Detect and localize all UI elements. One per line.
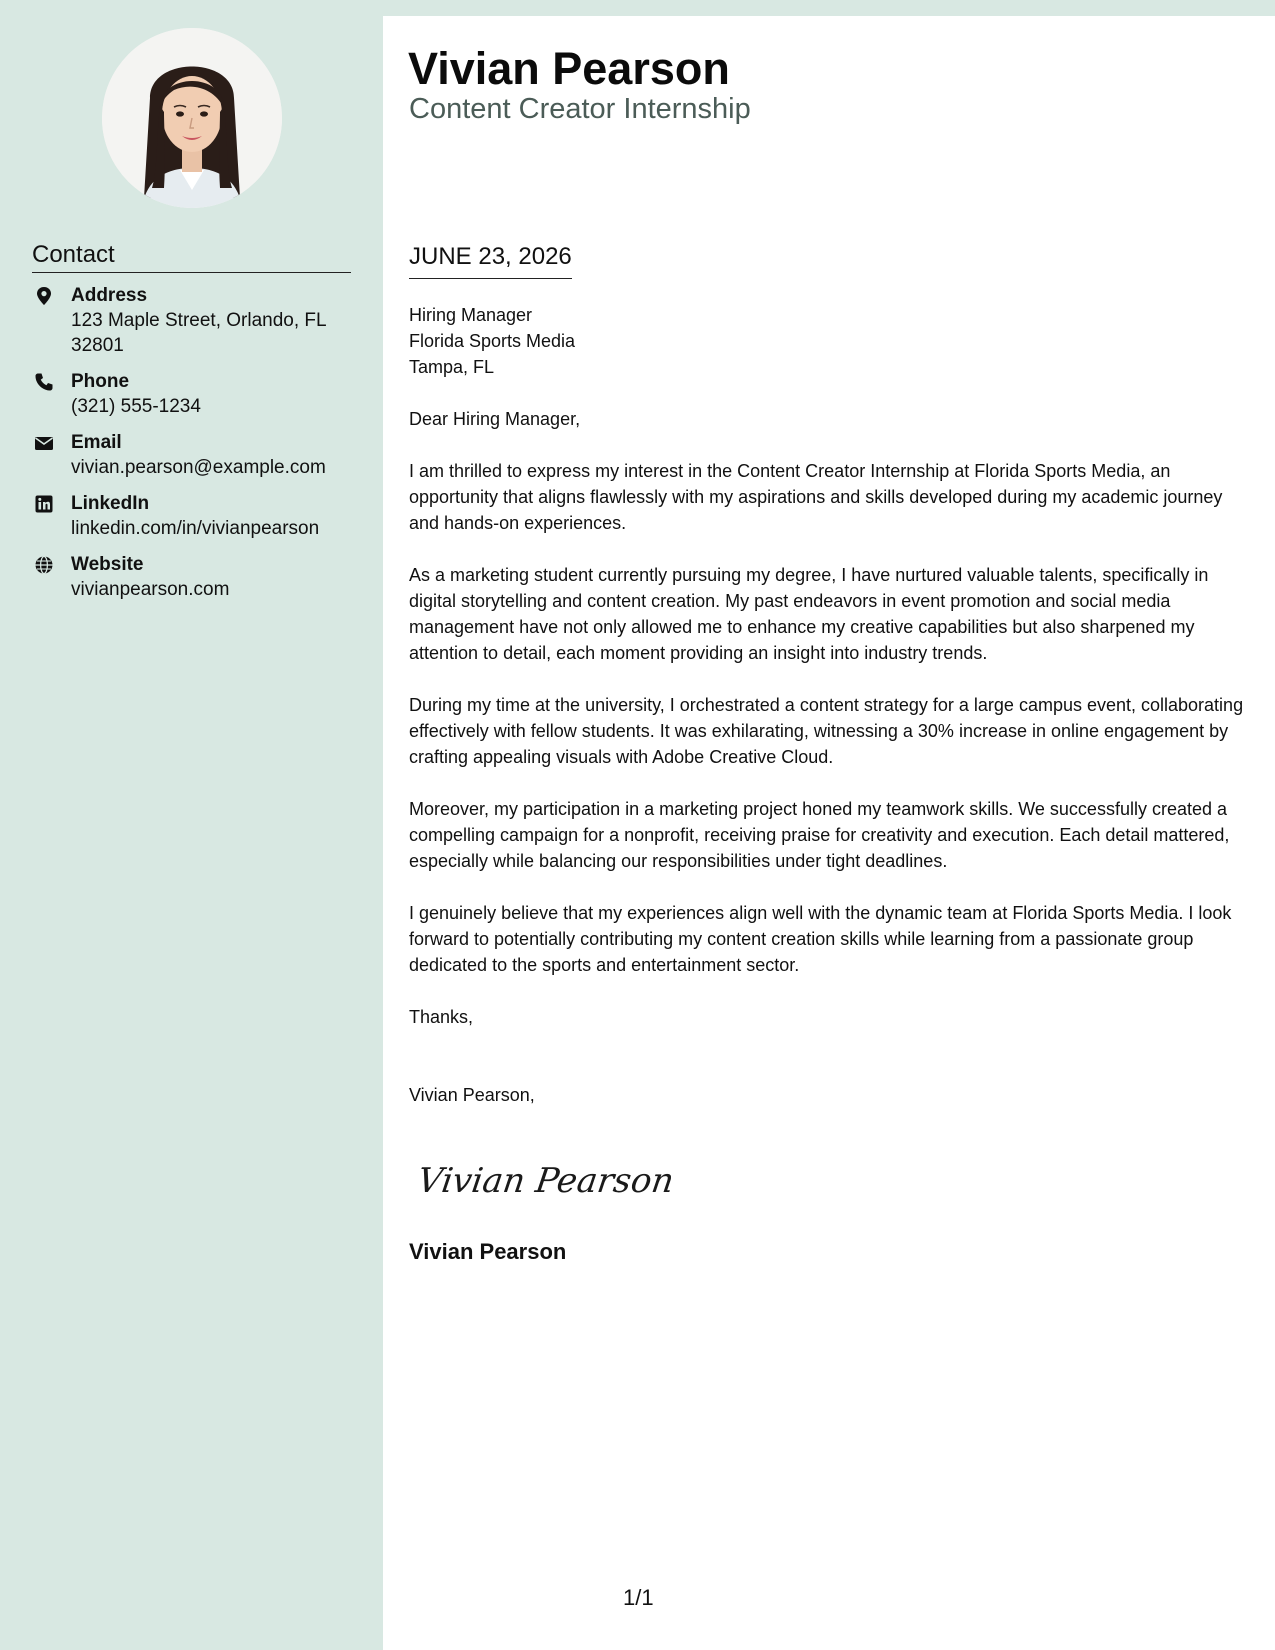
contact-item-address [32,283,362,358]
signature-text: Vivian Pearson [416,1161,676,1201]
applied-role: Content Creator Internship [409,93,751,125]
contact-value[interactable]: vivianpearson.com [71,579,230,600]
contact-value[interactable]: linkedin.com/in/vivianpearson [71,518,320,539]
contact-item-linkedin [32,491,362,541]
recipient-line: Tampa, FL [409,357,495,377]
profile-photo [102,28,282,208]
recipient-line: Hiring Manager [409,305,533,325]
contact-list [32,283,362,613]
envelope-icon [34,433,54,453]
contact-value: 123 Maple Street, Orlando, FL 32801 [71,310,326,356]
closing: Thanks, [409,1007,474,1027]
contact-item-website [32,552,362,602]
phone-icon [34,372,54,392]
body-paragraph: During my time at the university, I orchestrated a content strategy for a large campus event, collaborating effectively with fellow students. It was exhilarating, witnessing a 30% increase in online engagement by crafting appealing visuals with Adobe Creative Cloud. [409,695,1244,767]
sign-off: Vivian Pearson, [409,1085,535,1105]
globe-icon [34,555,54,575]
contact-value[interactable]: vivian.pearson@example.com [71,457,326,478]
letter-body [409,302,1255,1134]
page-number: 1/1 [623,1585,654,1610]
signed-name: Vivian Pearson [409,1239,567,1264]
recipient-line: Florida Sports Media [409,331,576,351]
letter-date: JUNE 23, 2026 [409,242,572,279]
contact-item-phone [32,369,362,419]
contact-label: Phone [71,371,130,392]
body-paragraph: As a marketing student currently pursuing my degree, I have nurtured valuable talents, specifically in digital storytelling and content creation. My past endeavors in event promotion and social media management have not only allowed me to enhance my creative capabilities but also sharpened my attention to detail, each moment providing an insight into industry trends. [409,565,1209,663]
letter-panel [383,16,1275,1650]
contact-value: (321) 555-1234 [71,396,201,417]
handwritten-signature [416,1152,676,1212]
contact-label: LinkedIn [71,493,150,514]
body-paragraph: I am thrilled to express my interest in the Content Creator Internship at Florida Sports Media, an opportunity that aligns flawlessly with my aspirations and skills developed during my academic journey and hands-on experiences. [409,461,1223,533]
map-pin-icon [34,286,54,306]
recipient-block [409,302,1255,380]
linkedin-icon [34,494,54,514]
applicant-name: Vivian Pearson [408,43,730,94]
contact-label: Email [71,432,122,453]
sidebar [0,0,383,1650]
portrait-illustration [102,28,282,208]
contact-heading: Contact [32,240,351,273]
contact-label: Address [71,285,148,306]
salutation: Dear Hiring Manager, [409,409,581,429]
body-paragraph: Moreover, my participation in a marketing project honed my teamwork skills. We successfully created a compelling campaign for a nonprofit, receiving praise for creativity and execution. Each detail mattered, especially while balancing our responsibilities under tight deadlines. [409,799,1230,871]
signature-image [416,1152,676,1212]
contact-item-email [32,430,362,480]
contact-label: Website [71,554,144,575]
body-paragraph: I genuinely believe that my experiences align well with the dynamic team at Florida Sports Media. I look forward to potentially contributing my content creation skills while learning from a passionate group dedicated to the sports and entertainment sector. [409,903,1232,975]
